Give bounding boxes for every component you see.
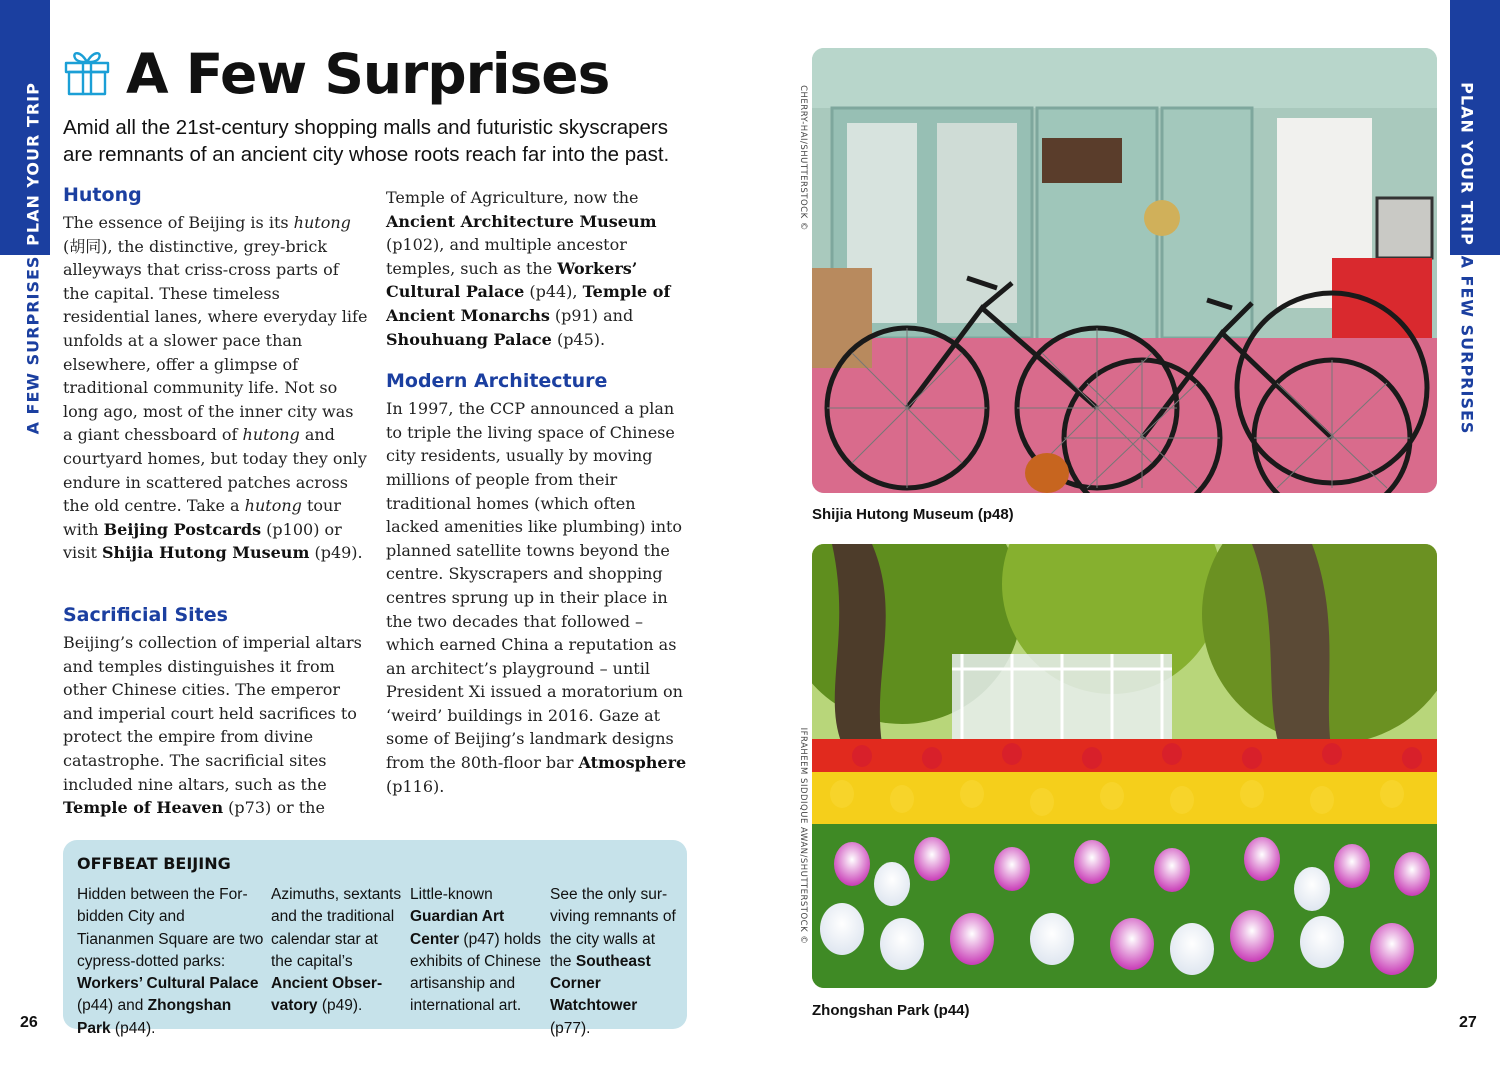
intro-text: Amid all the 21st-century shopping malls and futuristic skyscrapers are remnants of an ancient city whose roots reach far into the past.	[63, 116, 670, 166]
link-atmosphere: Atmosphere	[578, 753, 687, 773]
link-temple-of-ancient-monarchs: Temple of Ancient Monarchs	[386, 282, 671, 325]
photo-zhongshan-park	[812, 544, 1437, 988]
heading-sacrificial-sites: Sacrificial Sites	[63, 604, 228, 626]
text-column-sacrificial	[63, 603, 385, 627]
credit-photo-1: CHERRY-HAI/SHUTTERSTOCK ©	[798, 85, 808, 231]
side-tab-label-surprises-right: A FEW SURPRISES	[1457, 255, 1477, 435]
link-shouhuang-palace: Shouhuang Palace	[386, 329, 552, 349]
heading-hutong: Hutong	[63, 184, 142, 206]
side-tab-label-surprises-left: A FEW SURPRISES	[23, 255, 43, 435]
offbeat-col-1: Hidden between the Forbidden City and Tiananmen Square are two cypress-dotted parks: Workers’ Cultural Palace (p44) and Zhongshan Park (p44).	[77, 886, 264, 1037]
gift-icon	[63, 47, 111, 97]
photo-shijia-hutong-museum	[812, 48, 1437, 493]
side-tab-label-plan-left: PLAN YOUR TRIP	[23, 82, 43, 246]
link-ancient-architecture-museum: Ancient Architecture Museum	[386, 211, 657, 231]
text-column-left	[63, 183, 368, 565]
page-number-right: 27	[1459, 1014, 1477, 1031]
paragraph-hutong: The essence of Beijing is its hutong (胡同), the distinctive, grey-brick alleyways that criss-cross parts of the capital. These timeless residential lanes, where everyday life unfolds at a slower pace than elsewhere, offer a glimpse of traditional community life. Not so long ago, most of the inner city was a giant chessboard of hutong and courtyard homes, but today they only endure in scattered patches across the old centre. Take a hutong tour with Beijing Postcards (p100) or visit Shijia Hutong Museum (p49).	[63, 213, 368, 563]
page-number-left: 26	[20, 1014, 38, 1031]
caption-photo-2: Zhongshan Park (p44)	[812, 1002, 970, 1019]
link-beijing-postcards: Beijing Postcards	[103, 519, 262, 539]
caption-photo-1: Shijia Hutong Museum (p48)	[812, 506, 1014, 523]
offbeat-col-4: See the only surviving remnants of the city walls at the Southeast Corner Watchtower (p77).	[550, 886, 676, 1037]
link-shijia-hutong-museum: Shijia Hutong Museum	[102, 543, 310, 563]
paragraph-sacrificial-part1: Beijing’s collection of imperial altars and temples distinguishes it from other Chinese cities. The emperor and imperial court held sacrifices to protect the empire from divine catastrophe. The sacrificial sites included nine altars, such as the Temple of Heaven (p73) or the	[63, 633, 362, 818]
side-tab-label-plan-right: PLAN YOUR TRIP	[1457, 82, 1477, 246]
credit-photo-2: IFRAHEEM SIDDIQUE AWAN/SHUTTERSTOCK ©	[798, 727, 808, 945]
heading-modern-architecture: Modern Architecture	[386, 370, 608, 393]
offbeat-beijing-box	[63, 840, 687, 1037]
offbeat-col-2: Azimuths, sextants and the traditional calendar star at the capital’s Ancient Observatory (p49).	[271, 886, 402, 1015]
paragraph-sacrificial-part2: Temple of Agriculture, now the Ancient Architecture Museum (p102), and multiple ancestor temples, such as the Workers’ Cultural Palace (p44), Temple of Ancient Monarchs (p91) and Shouhuang Palace (p45). Modern Architecture In 1997, the CCP announced a plan to triple the living space of Chinese city residents, usually by moving millions of people from their traditional homes (which often lacked amenities like plumbing) into planned satellite towns beyond the centre. Skyscrapers and shopping centres sprung up in their place in the two decades that followed – which earned China a reputation as an architect’s playground – until President Xi issued a moratorium on ‘weird’ buildings in 2016. Gaze at some of Beijing’s landmark designs from the 80th-floor bar Atmosphere (p116).	[386, 186, 691, 798]
page-title: A Few Surprises	[126, 42, 610, 106]
link-workers-cultural-palace: Workers’ Cultural Palace	[386, 258, 638, 302]
offbeat-title: OFFBEAT BEIJING	[77, 854, 231, 873]
link-temple-of-heaven: Temple of Heaven	[63, 798, 224, 818]
offbeat-col-3: Little-known Guardian Art Center (p47) holds exhibits of Chinese artisanship and international art.	[410, 886, 541, 1015]
paragraph-modern: In 1997, the CCP announced a plan to triple the living space of Chinese city residents, usually by moving millions of people from their traditional homes (which often lacked amenities like plumbing) into planned satellite towns beyond the centre. Skyscrapers and shopping centres sprung up in their place in the two decades that followed – which earned China a reputation as an architect’s playground – until President Xi issued a moratorium on ‘weird’ buildings in 2016. Gaze at some of Beijing’s landmark designs from the 80th-floor bar Atmosphere (p116).	[386, 399, 687, 796]
